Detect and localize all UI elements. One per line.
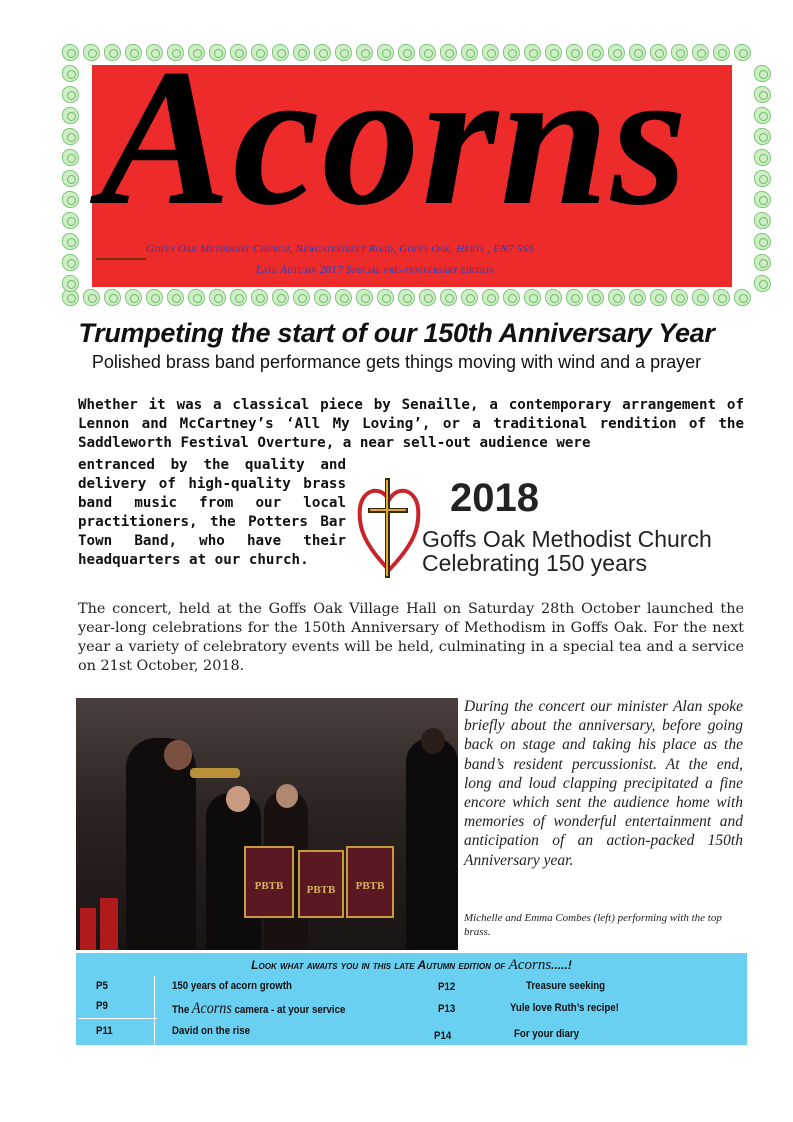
edition-label: Late Autumn 2017 Special pre-anniversary edition xyxy=(256,264,495,276)
leaf-ornament xyxy=(461,289,478,306)
leaf-ornament xyxy=(335,289,352,306)
newsletter-title: Acorns xyxy=(100,29,690,246)
contents-item-title xyxy=(172,1000,345,1018)
leaf-ornament xyxy=(62,212,79,229)
leaf-ornament xyxy=(62,170,79,187)
leaf-ornament xyxy=(713,289,730,306)
contents-item-title: David on the rise xyxy=(172,1025,251,1037)
leaf-ornament xyxy=(125,289,142,306)
leaf-ornament xyxy=(629,289,646,306)
contents-page-number: P9 xyxy=(96,1000,108,1012)
heart-cross-icon xyxy=(354,472,424,582)
leaf-border-bottom xyxy=(62,289,751,306)
leaf-ornament xyxy=(83,44,100,61)
leaf-ornament xyxy=(734,44,751,61)
leaf-ornament xyxy=(314,289,331,306)
leaf-ornament xyxy=(650,289,667,306)
contents-item-acorns: Acorns xyxy=(191,1000,232,1017)
leaf-ornament xyxy=(566,289,583,306)
band-banner-text: PBTB xyxy=(306,884,336,896)
photo-caption: Michelle and Emma Combes (left) performing with the top brass. xyxy=(464,912,722,938)
leaf-ornament xyxy=(692,289,709,306)
contents-item-prefix: The xyxy=(172,1004,190,1016)
contents-title-acorns: Acorns xyxy=(508,957,552,973)
contents-page-number: P11 xyxy=(96,1025,113,1037)
leaf-ornament xyxy=(734,289,751,306)
leaf-ornament xyxy=(167,289,184,306)
leaf-ornament xyxy=(754,212,771,229)
leaf-ornament xyxy=(62,65,79,82)
leaf-ornament xyxy=(272,289,289,306)
title-underline xyxy=(96,258,146,260)
leaf-ornament xyxy=(754,149,771,166)
leaf-ornament xyxy=(754,275,771,292)
leaf-ornament xyxy=(62,44,79,61)
leaf-ornament xyxy=(754,254,771,271)
leaf-ornament xyxy=(377,289,394,306)
intro-paragraph-top: Whether it was a classical piece by Senaille, a contemporary arrangement of Lennon and McCartney’s ‘All My Loving’, or a traditional rendition of the Saddleworth Festival Overture, a near sell-out audience were xyxy=(78,397,744,451)
leaf-ornament xyxy=(713,44,730,61)
leaf-ornament xyxy=(104,289,121,306)
leaf-ornament xyxy=(754,107,771,124)
band-banner-text: PBTB xyxy=(254,880,284,892)
contents-page-number: P5 xyxy=(96,980,108,992)
contents-item-suffix: camera - at your service xyxy=(234,1004,346,1016)
contents-title-prefix: Look what awaits you in this late Autumn edition of xyxy=(251,958,506,972)
band-banner-text: PBTB xyxy=(355,880,385,892)
leaf-ornament xyxy=(146,289,163,306)
logo-year: 2018 xyxy=(450,476,539,520)
leaf-ornament xyxy=(83,289,100,306)
church-address: Goffs Oak Methodist Church, Newgatestreet Road, Goffs Oak, Herts , EN7 5SS xyxy=(146,243,535,255)
leaf-ornament xyxy=(398,289,415,306)
leaf-border-left xyxy=(62,65,79,292)
leaf-border-right xyxy=(754,65,771,292)
leaf-ornament xyxy=(62,86,79,103)
article-headline: Trumpeting the start of our 150th Anniversary Year xyxy=(78,318,715,348)
leaf-ornament xyxy=(209,289,226,306)
brass-band-photo xyxy=(76,698,458,950)
leaf-ornament xyxy=(293,289,310,306)
leaf-ornament xyxy=(754,191,771,208)
photo-side-text: During the concert our minister Alan spoke briefly about the anniversary, before going back on stage and taking his place as the band’s resident percussionist. At the end, long and loud clapping precipitated a fine encore which sent the audience home with memories of wonderful entertainment and anticipation of an action-packed 150th Anniversary year. xyxy=(464,698,743,869)
leaf-ornament xyxy=(419,289,436,306)
leaf-ornament xyxy=(482,289,499,306)
leaf-ornament xyxy=(62,275,79,292)
article-subhead: Polished brass band performance gets things moving with wind and a prayer xyxy=(91,352,702,372)
leaf-ornament xyxy=(62,107,79,124)
contents-page-number: P14 xyxy=(434,1030,452,1042)
leaf-ornament xyxy=(62,233,79,250)
leaf-ornament xyxy=(754,233,771,250)
leaf-ornament xyxy=(754,128,771,145)
leaf-ornament xyxy=(188,289,205,306)
leaf-ornament xyxy=(754,170,771,187)
contents-title xyxy=(76,957,747,974)
leaf-ornament xyxy=(545,289,562,306)
contents-item-title: 150 years of acorn growth xyxy=(172,980,292,992)
leaf-ornament xyxy=(608,289,625,306)
leaf-ornament xyxy=(440,289,457,306)
leaf-ornament xyxy=(524,289,541,306)
leaf-ornament xyxy=(754,86,771,103)
leaf-ornament xyxy=(356,289,373,306)
logo-tagline: Celebrating 150 years xyxy=(422,550,648,576)
contents-column-divider xyxy=(154,976,155,1044)
contents-item-title: Treasure seeking xyxy=(526,980,606,992)
leaf-ornament xyxy=(62,254,79,271)
leaf-ornament xyxy=(62,149,79,166)
logo-church-name: Goffs Oak Methodist Church xyxy=(422,526,712,552)
contents-row-divider xyxy=(78,1018,157,1019)
contents-item-title: Yule love Ruth’s recipe! xyxy=(510,1002,619,1014)
contents-title-suffix: .....! xyxy=(551,958,572,972)
leaf-ornament xyxy=(62,191,79,208)
leaf-ornament xyxy=(230,289,247,306)
leaf-ornament xyxy=(671,289,688,306)
leaf-ornament xyxy=(692,44,709,61)
intro-paragraph-left: entranced by the quality and delivery of high-quality brass band music from our local practitioners, the Potters Bar Town Band, who have their headquarters at our church. xyxy=(78,457,346,568)
leaf-ornament xyxy=(503,289,520,306)
concert-paragraph: The concert, held at the Goffs Oak Village Hall on Saturday 28th October launched the year-long celebrations for the 150th Anniversary of Methodism in Goffs Oak. For the next year a variety of celebratory events will be held, culminating in a special tea and a service on 21st October, 2018. xyxy=(78,601,744,674)
contents-page-number: P12 xyxy=(438,981,456,993)
contents-page-number: P13 xyxy=(438,1003,456,1015)
leaf-ornament xyxy=(587,289,604,306)
contents-item-title: For your diary xyxy=(514,1028,580,1040)
leaf-ornament xyxy=(754,65,771,82)
leaf-ornament xyxy=(251,289,268,306)
leaf-ornament xyxy=(62,128,79,145)
